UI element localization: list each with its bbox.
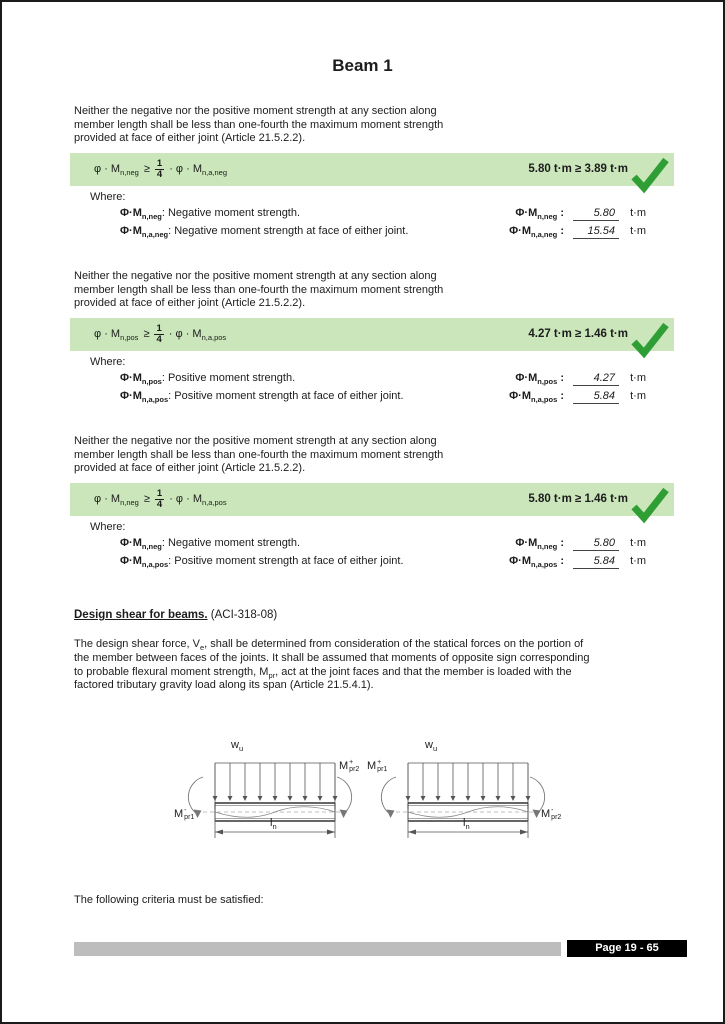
moment-label-mpr1-neg: M - pr1: [174, 807, 195, 821]
check-formula: $\varphi \cdot M_{n,neg}$ ≥ $\frac{1}{4}$ · $\varphi \cdot M_{n,a,neg}$: [94, 157, 228, 180]
check-pass-icon: [630, 156, 670, 201]
fraction-one-fourth: $\frac{1}{4}$: [156, 322, 162, 345]
moment-label-mpr2-neg: M - pr2: [541, 807, 562, 821]
fraction-one-fourth: $\frac{1}{4}$: [156, 157, 163, 180]
where-label: Where:: [90, 190, 126, 203]
definition-unit: t·m: [630, 206, 646, 219]
check-result-value: 5.80 t·m ≥ 3.89 t·m: [528, 163, 628, 175]
check-formula-band: [70, 483, 674, 516]
check-intro-line: Neither the negative nor the positive moment strength at any section along: [74, 105, 437, 117]
fraction-one-fourth: $\frac{1}{4}$: [156, 487, 163, 510]
page-number-badge: Page 19 - 65: [567, 940, 687, 957]
span-length-label: $l_n$: [270, 817, 277, 832]
check-intro-line: member length shall be less than one-fourth the maximum moment strength: [74, 448, 444, 461]
check-intro-line: member length shall be less than one-fourth the maximum moment strength: [74, 283, 444, 296]
definition-unit: t·m: [630, 371, 646, 384]
definition-row: $\Phi\cdot M_{n,a,neg}$: Negative moment strength at face of either joint. $\Phi\cdot M_{n,a,neg}$ : 15.54 t·m: [120, 224, 646, 239]
definition-value: 5.84: [573, 555, 619, 569]
page-title: Beam 1: [332, 56, 393, 75]
check-formula-band: [70, 318, 674, 351]
check-intro-line: provided at face of either joint (Article 21.5.2.2).: [74, 462, 306, 474]
check-result-value: 4.27 t·m ≥ 1.46 t·m: [528, 328, 628, 340]
definition-value: 15.54: [573, 225, 619, 239]
section-heading: [74, 609, 277, 621]
section-heading-title: Design shear for beams.: [74, 609, 208, 621]
definition-row: $\Phi\cdot M_{n,a,pos}$: Positive moment strength at face of either joint. $\Phi\cdot M_{n,a,pos}$ : 5.84 t·m: [120, 554, 646, 569]
moment-label-mpr1-pos: M + pr1: [367, 759, 388, 773]
distributed-load-label: $w_u$: [425, 739, 438, 754]
definition-value: 5.80: [573, 207, 619, 221]
definition-value: 5.80: [573, 537, 619, 551]
definition-unit: t·m: [630, 554, 646, 567]
check-intro-line: Neither the negative nor the positive moment strength at any section along: [74, 435, 437, 447]
where-label: Where:: [90, 355, 126, 368]
where-label: Where:: [90, 520, 126, 533]
definition-row: $\Phi\cdot M_{n,neg}$: Negative moment strength. $\Phi\cdot M_{n,neg}$ : 5.80 t·m: [120, 536, 646, 551]
definition-value: 4.27: [573, 372, 619, 386]
section-heading-code: (ACI-318-08): [207, 609, 278, 621]
definition-unit: t·m: [630, 536, 646, 549]
moment-label-mpr2-pos: M + pr2: [339, 759, 360, 773]
closing-line: The following criteria must be satisfied:: [74, 894, 264, 906]
beam-load-diagram-right: [360, 735, 560, 847]
check-formula-band: [70, 153, 674, 186]
definition-row: $\Phi\cdot M_{n,neg}$: Negative moment strength. $\Phi\cdot M_{n,neg}$ : 5.80 t·m: [120, 206, 646, 221]
distributed-load-label: $w_u$: [231, 739, 244, 754]
check-intro-line: provided at face of either joint (Article 21.5.2.2).: [74, 132, 306, 144]
moment-check-block: [70, 270, 674, 405]
check-intro-line: provided at face of either joint (Article 21.5.2.2).: [74, 297, 306, 309]
definition-row: $\Phi\cdot M_{n,a,pos}$: Positive moment strength at face of either joint. $\Phi\cdot M_{n,a,pos}$ : 5.84 t·m: [120, 389, 646, 404]
check-formula: $\varphi \cdot M_{n,pos}$ ≥ $\frac{1}{4}$ · $\varphi \cdot M_{n,a,pos}$: [94, 322, 227, 345]
definition-unit: t·m: [630, 224, 646, 237]
check-intro-line: member length shall be less than one-fourth the maximum moment strength: [74, 118, 444, 131]
definition-row: $\Phi\cdot M_{n,pos}$: Positive moment strength. $\Phi\cdot M_{n,pos}$ : 4.27 t·m: [120, 371, 646, 386]
moment-check-block: [70, 105, 674, 240]
check-pass-icon: [630, 486, 670, 531]
definition-unit: t·m: [630, 389, 646, 402]
span-length-label: $l_n$: [463, 817, 470, 832]
check-pass-icon: [630, 321, 670, 366]
check-formula: $\varphi \cdot M_{n,neg}$ ≥ $\frac{1}{4}$ · $\varphi \cdot M_{n,a,pos}$: [94, 487, 227, 510]
moment-check-block: [70, 435, 674, 570]
check-intro-line: Neither the negative nor the positive moment strength at any section along: [74, 270, 437, 282]
design-shear-paragraph: The design shear force, $V_e$, shall be determined from consideration of the statical forces on the portion of the member between faces of the joints. It shall be assumed that moments of opposite sign corresponding to probable flexural moment strength, $M_{pr}$, act at the joint faces and that the member is loaded with the factored tributary gravity load along its span (Article 21.5.4.1).: [74, 638, 590, 692]
check-result-value: 5.80 t·m ≥ 1.46 t·m: [528, 493, 628, 505]
beam-load-diagram-left: [167, 735, 367, 847]
footer-bar: [74, 942, 561, 956]
definition-value: 5.84: [573, 390, 619, 404]
